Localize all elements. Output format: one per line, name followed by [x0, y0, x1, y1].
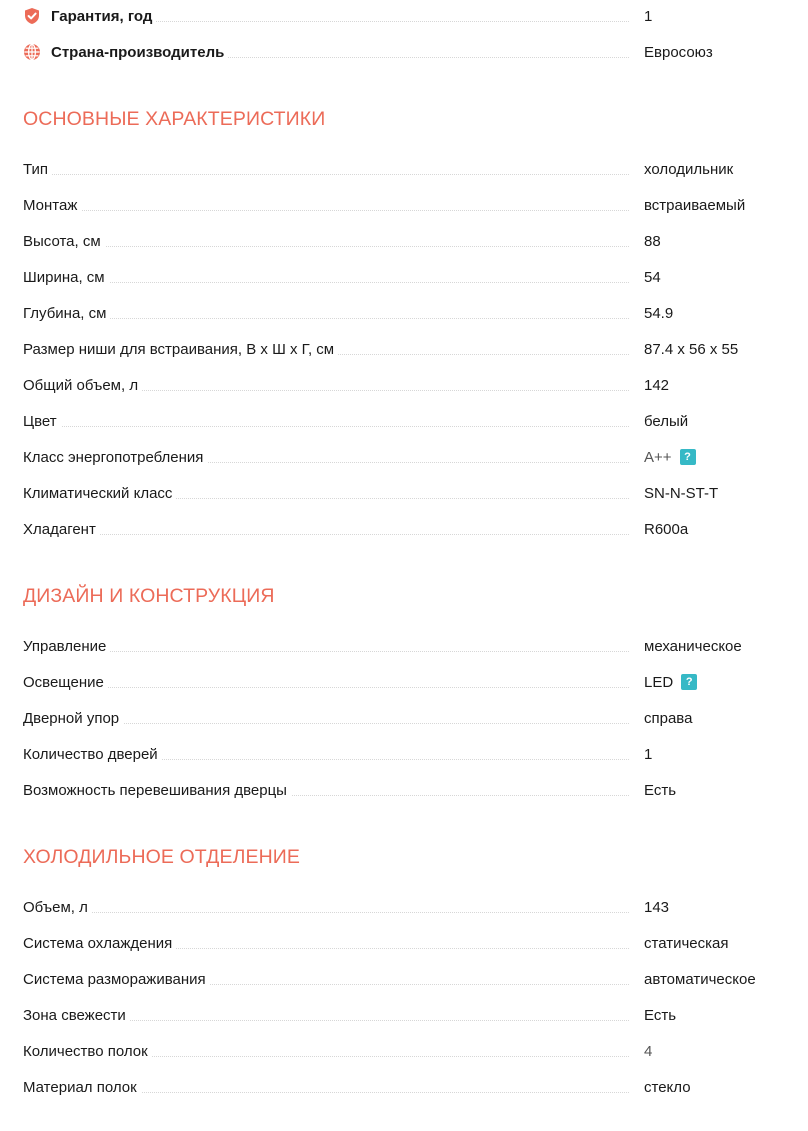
spec-label: Материал полок [23, 1079, 141, 1096]
spec-value: 88 [644, 232, 661, 250]
spec-row [23, 1039, 783, 1063]
dotted-leader [23, 687, 629, 688]
spec-value: 1 [644, 7, 653, 25]
spec-row [23, 517, 783, 541]
section-title-main: ОСНОВНЫЕ ХАРАКТЕРИСТИКИ [23, 108, 326, 130]
spec-row [23, 706, 783, 730]
globe-icon [23, 43, 41, 61]
spec-value: 4 [644, 1042, 653, 1060]
spec-value: 87.4 x 56 x 55 [644, 340, 739, 358]
section-title-design: ДИЗАЙН И КОНСТРУКЦИЯ [23, 585, 275, 607]
shield-check-icon [23, 7, 41, 25]
spec-label: Тип [23, 161, 52, 178]
dotted-leader [23, 282, 629, 283]
dotted-leader [23, 174, 629, 175]
spec-row [23, 265, 783, 289]
spec-value: 54.9 [644, 304, 674, 322]
spec-label: Зона свежести [23, 1007, 130, 1024]
spec-label: Ширина, см [23, 269, 109, 286]
spec-value: LED ? [644, 670, 697, 694]
spec-row [23, 634, 783, 658]
spec-value: статическая [644, 934, 729, 952]
spec-value: 142 [644, 376, 670, 394]
spec-value: стекло [644, 1078, 691, 1096]
spec-value: встраиваемый [644, 196, 746, 214]
spec-label: Класс энергопотребления [23, 449, 207, 466]
spec-label: Страна-производитель [23, 44, 228, 61]
dotted-leader [23, 912, 629, 913]
spec-row [23, 967, 783, 991]
spec-value: Евросоюз [644, 43, 713, 61]
spec-value: 143 [644, 898, 670, 916]
dotted-leader [23, 246, 629, 247]
spec-label: Возможность перевешивания дверцы [23, 782, 291, 799]
spec-label: Система размораживания [23, 971, 210, 988]
spec-row-warranty [23, 4, 783, 28]
dotted-leader [23, 426, 629, 427]
spec-label: Управление [23, 638, 110, 655]
spec-value: Есть [644, 781, 677, 799]
spec-label: Климатический класс [23, 485, 176, 502]
spec-label: Количество полок [23, 1043, 152, 1060]
spec-row [23, 409, 783, 433]
spec-label: Общий объем, л [23, 377, 142, 394]
spec-row [23, 778, 783, 802]
spec-row-country [23, 40, 783, 64]
spec-value: R600a [644, 520, 689, 538]
spec-row [23, 895, 783, 919]
spec-row [23, 193, 783, 217]
spec-value: механическое [644, 637, 742, 655]
spec-value: белый [644, 412, 689, 430]
spec-value: 1 [644, 745, 653, 763]
spec-label: Размер ниши для встраивания, В х Ш х Г, см [23, 341, 338, 358]
section-title-fridge: ХОЛОДИЛЬНОЕ ОТДЕЛЕНИЕ [23, 846, 300, 868]
dotted-leader [23, 651, 629, 652]
dotted-leader [23, 534, 629, 535]
spec-row [23, 373, 783, 397]
spec-label: Глубина, см [23, 305, 110, 322]
spec-value: справа [644, 709, 693, 727]
spec-row [23, 229, 783, 253]
spec-value: A++ ? [644, 445, 696, 469]
spec-row [23, 931, 783, 955]
dotted-leader [23, 210, 629, 211]
dotted-leader [23, 318, 629, 319]
spec-label: Количество дверей [23, 746, 162, 763]
spec-row [23, 670, 783, 694]
spec-row [23, 301, 783, 325]
spec-row [23, 445, 783, 469]
help-icon[interactable]: ? [681, 674, 697, 690]
spec-label: Освещение [23, 674, 108, 691]
spec-value: 54 [644, 268, 661, 286]
spec-label: Дверной упор [23, 710, 123, 727]
spec-row [23, 1003, 783, 1027]
spec-row [23, 337, 783, 361]
spec-row [23, 481, 783, 505]
spec-label: Система охлаждения [23, 935, 176, 952]
spec-row [23, 742, 783, 766]
spec-label: Монтаж [23, 197, 81, 214]
spec-row [23, 157, 783, 181]
spec-value: Есть [644, 1006, 677, 1024]
spec-value: SN-N-ST-T [644, 484, 719, 502]
spec-label: Гарантия, год [23, 8, 156, 25]
spec-row [23, 1075, 783, 1099]
help-icon[interactable]: ? [680, 449, 696, 465]
spec-value: холодильник [644, 160, 734, 178]
spec-label: Высота, см [23, 233, 105, 250]
spec-label: Цвет [23, 413, 61, 430]
spec-label: Объем, л [23, 899, 92, 916]
spec-value: автоматическое [644, 970, 756, 988]
spec-label: Хладагент [23, 521, 100, 538]
